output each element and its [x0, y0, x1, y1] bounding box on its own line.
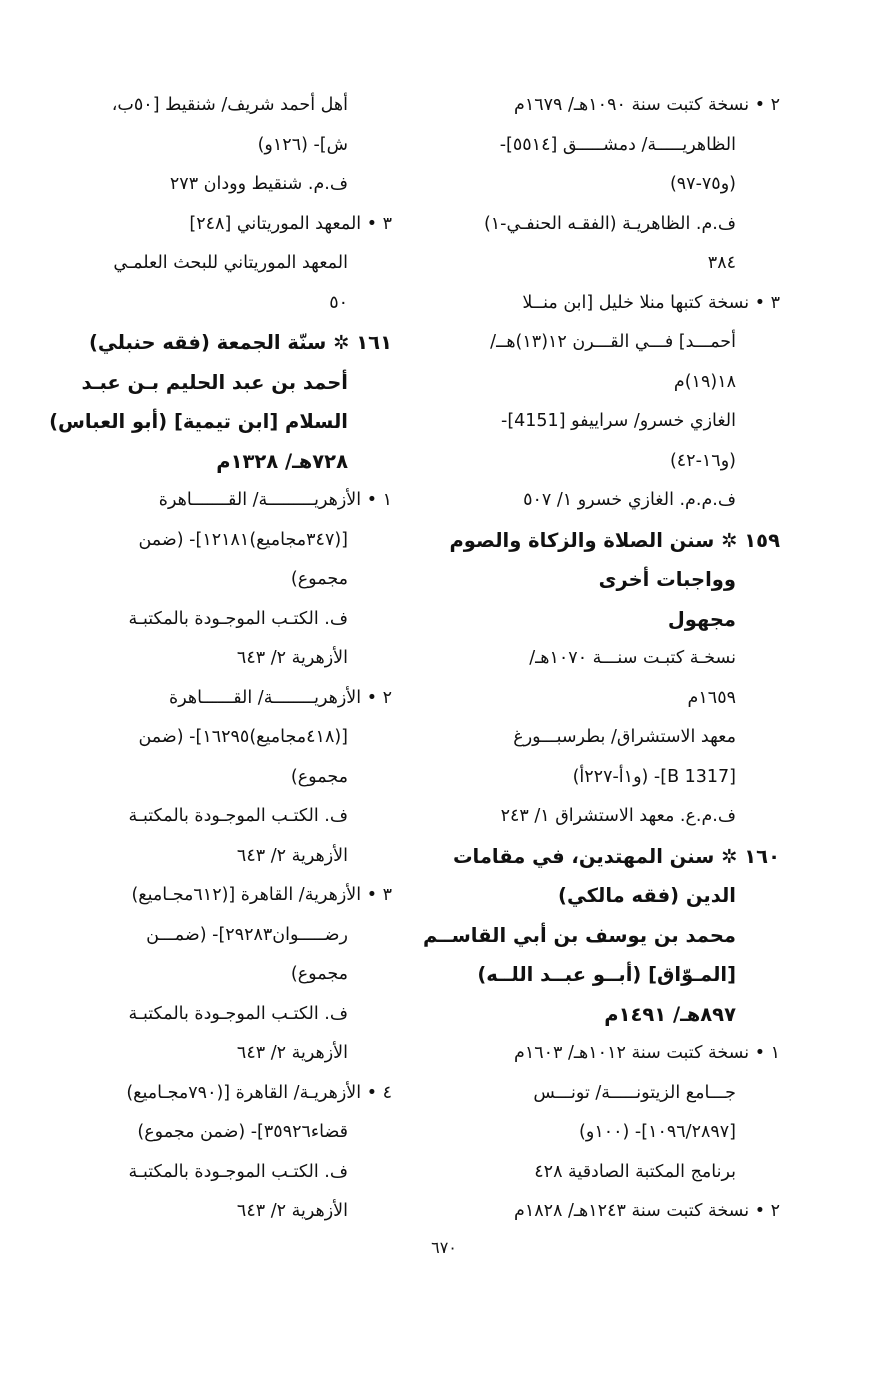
left-column-line: ١٦١ ✲ سنّة الجمعة (فقه حنبلي)	[88, 331, 392, 354]
left-column-line: [(٤١٨مجاميع)١٦٢٩٥]- (ضمن	[138, 727, 348, 747]
left-column-line: قضاء٣٥٩٢٦]- (ضمن مجموع)	[137, 1122, 348, 1142]
left-column-line: السلام [ابن تيمية] (أبو العباس)	[49, 410, 348, 433]
right-column-line: الغازي خسرو/ سراييفو [4151]-	[501, 411, 736, 431]
right-column-line: [B 1317]- (و١أ-٢٢٧أ)	[572, 766, 736, 787]
left-column-line: ٢ • الأزهريــــــــة/ القــــــاهرة	[169, 687, 392, 708]
left-column-line: الأزهرية ٢/ ٦٤٣	[236, 1043, 348, 1063]
page-number: ٦٧٠	[431, 1238, 457, 1257]
right-column-line: الدين (فقه مالكي)	[558, 884, 736, 907]
right-column-line: معهد الاستشراق/ بطرسبـــورغ	[513, 727, 736, 747]
right-column-line: ١٥٩ ✲ سنن الصلاة والزكاة والصوم	[449, 528, 780, 552]
right-column-line: ١٨(١٩)م	[673, 371, 736, 392]
left-column-line: ٣ • الأزهرية/ القاهرة [(٦١٢مجـاميع)	[131, 885, 392, 905]
left-column-line: الأزهرية ٢/ ٦٤٣	[236, 845, 348, 866]
left-column-line: ف. الكتـب الموجـودة بالمكتبـة	[128, 1003, 348, 1024]
right-column-line: نسخـة كتبـت سنـــة ١٠٧٠هـ/	[529, 648, 736, 668]
left-column-line: الأزهرية ٢/ ٦٤٣	[236, 1201, 348, 1221]
left-column-line: مجموع)	[290, 964, 348, 984]
right-column-line: ٨٩٧هـ/ ١٤٩١م	[604, 1002, 736, 1026]
right-column-line: ١٦٥٩م	[687, 687, 736, 708]
left-column-line: ف. الكتـب الموجـودة بالمكتبـة	[128, 608, 348, 629]
left-column-line: ٣ • المعهد الموريتاني [٢٤٨]	[189, 213, 392, 234]
left-column-line: أحمد بن عبد الحليم بـن عبـد	[81, 370, 348, 394]
right-column-line: (و٧٥-٩٧)	[669, 174, 736, 194]
left-column-line: رضـــــوان٢٩٢٨٣]- (ضمـــن	[146, 924, 348, 945]
right-column-line: (و١٦-٤٢)	[669, 450, 736, 471]
left-column-line: ف. الكتـب الموجـودة بالمكتبـة	[128, 1161, 348, 1182]
left-column-line: [(٣٤٧مجاميع)١٢١٨١]- (ضمن	[138, 529, 348, 550]
right-column-line: الظاهريـــــة/ دمشـــــق [٥٥١٤]-	[499, 134, 736, 155]
right-column-line: ٢ • نسخة كتبت سنة ١٢٤٣هـ/ ١٨٢٨م	[514, 1201, 780, 1221]
right-column-line: أحمـــد] فـــي القـــرن ١٢(١٣)هــ/	[490, 332, 736, 352]
right-column-line: [١٠٩٦/٢٨٩٧]- (١٠٠و)	[579, 1122, 736, 1142]
right-column-line: ٣ • نسخة كتبها منلا خليل [ابن منــلا	[522, 292, 780, 313]
right-column-line: ١٦٠ ✲ سنن المهتدين، في مقامات	[452, 844, 780, 868]
right-column-line: ٣٨٤	[707, 253, 736, 273]
left-column-line: الأزهرية ٢/ ٦٤٣	[236, 648, 348, 668]
right-column-line: ف.م.م. الغازي خسرو ١/ ٥٠٧	[523, 490, 736, 510]
left-column-line: المعهد الموريتاني للبحث العلمـي	[113, 253, 348, 273]
right-column-line: [المـوّاق] (أبــو عبــد اللــه)	[477, 963, 736, 986]
right-column-line: وواجبات أخرى	[598, 568, 736, 591]
left-column-line: أهل أحمد شريف/ شنقيط [٥٠ب،	[111, 95, 348, 115]
left-column-line: مجموع)	[290, 569, 348, 589]
left-column	[42, 86, 392, 1232]
left-column-line: ٥٠	[329, 292, 348, 313]
left-column-line: ش]- (١٢٦و)	[257, 134, 348, 155]
left-column-line: ف. الكتـب الموجـودة بالمكتبـة	[128, 806, 348, 826]
right-column-line: مجهول	[667, 607, 736, 631]
left-column-line: ٤ • الأزهريـة/ القاهرة [(٧٩٠مجـاميع)	[126, 1082, 392, 1103]
right-column	[420, 86, 780, 1232]
right-column-line: محمد بن يوسف بن أبي القاســم	[423, 923, 736, 947]
right-column-line: ف.م.ع. معهد الاستشراق ١/ ٢٤٣	[500, 806, 736, 826]
left-column-line: ٧٢٨هـ/ ١٣٢٨م	[216, 449, 348, 473]
right-column-line: برنامج المكتبة الصادقية ٤٢٨	[534, 1161, 736, 1182]
left-column-line: مجموع)	[290, 766, 348, 787]
right-column-line: ٢ • نسخة كتبت سنة ١٠٩٠هـ/ ١٦٧٩م	[514, 95, 780, 115]
left-column-line: ١ • الأزهريـــــــــة/ القـــــــاهرة	[158, 490, 392, 510]
left-column-line: ف.م. شنقيط وودان ٢٧٣	[169, 174, 348, 194]
right-column-line: ف.م. الظاهريـة (الفقـه الحنفـي-١)	[483, 213, 736, 234]
right-column-line: ١ • نسخة كتبت سنة ١٠١٢هـ/ ١٦٠٣م	[514, 1043, 780, 1063]
right-column-line: جـــامع الزيتونـــــة/ تونـــس	[533, 1082, 736, 1103]
